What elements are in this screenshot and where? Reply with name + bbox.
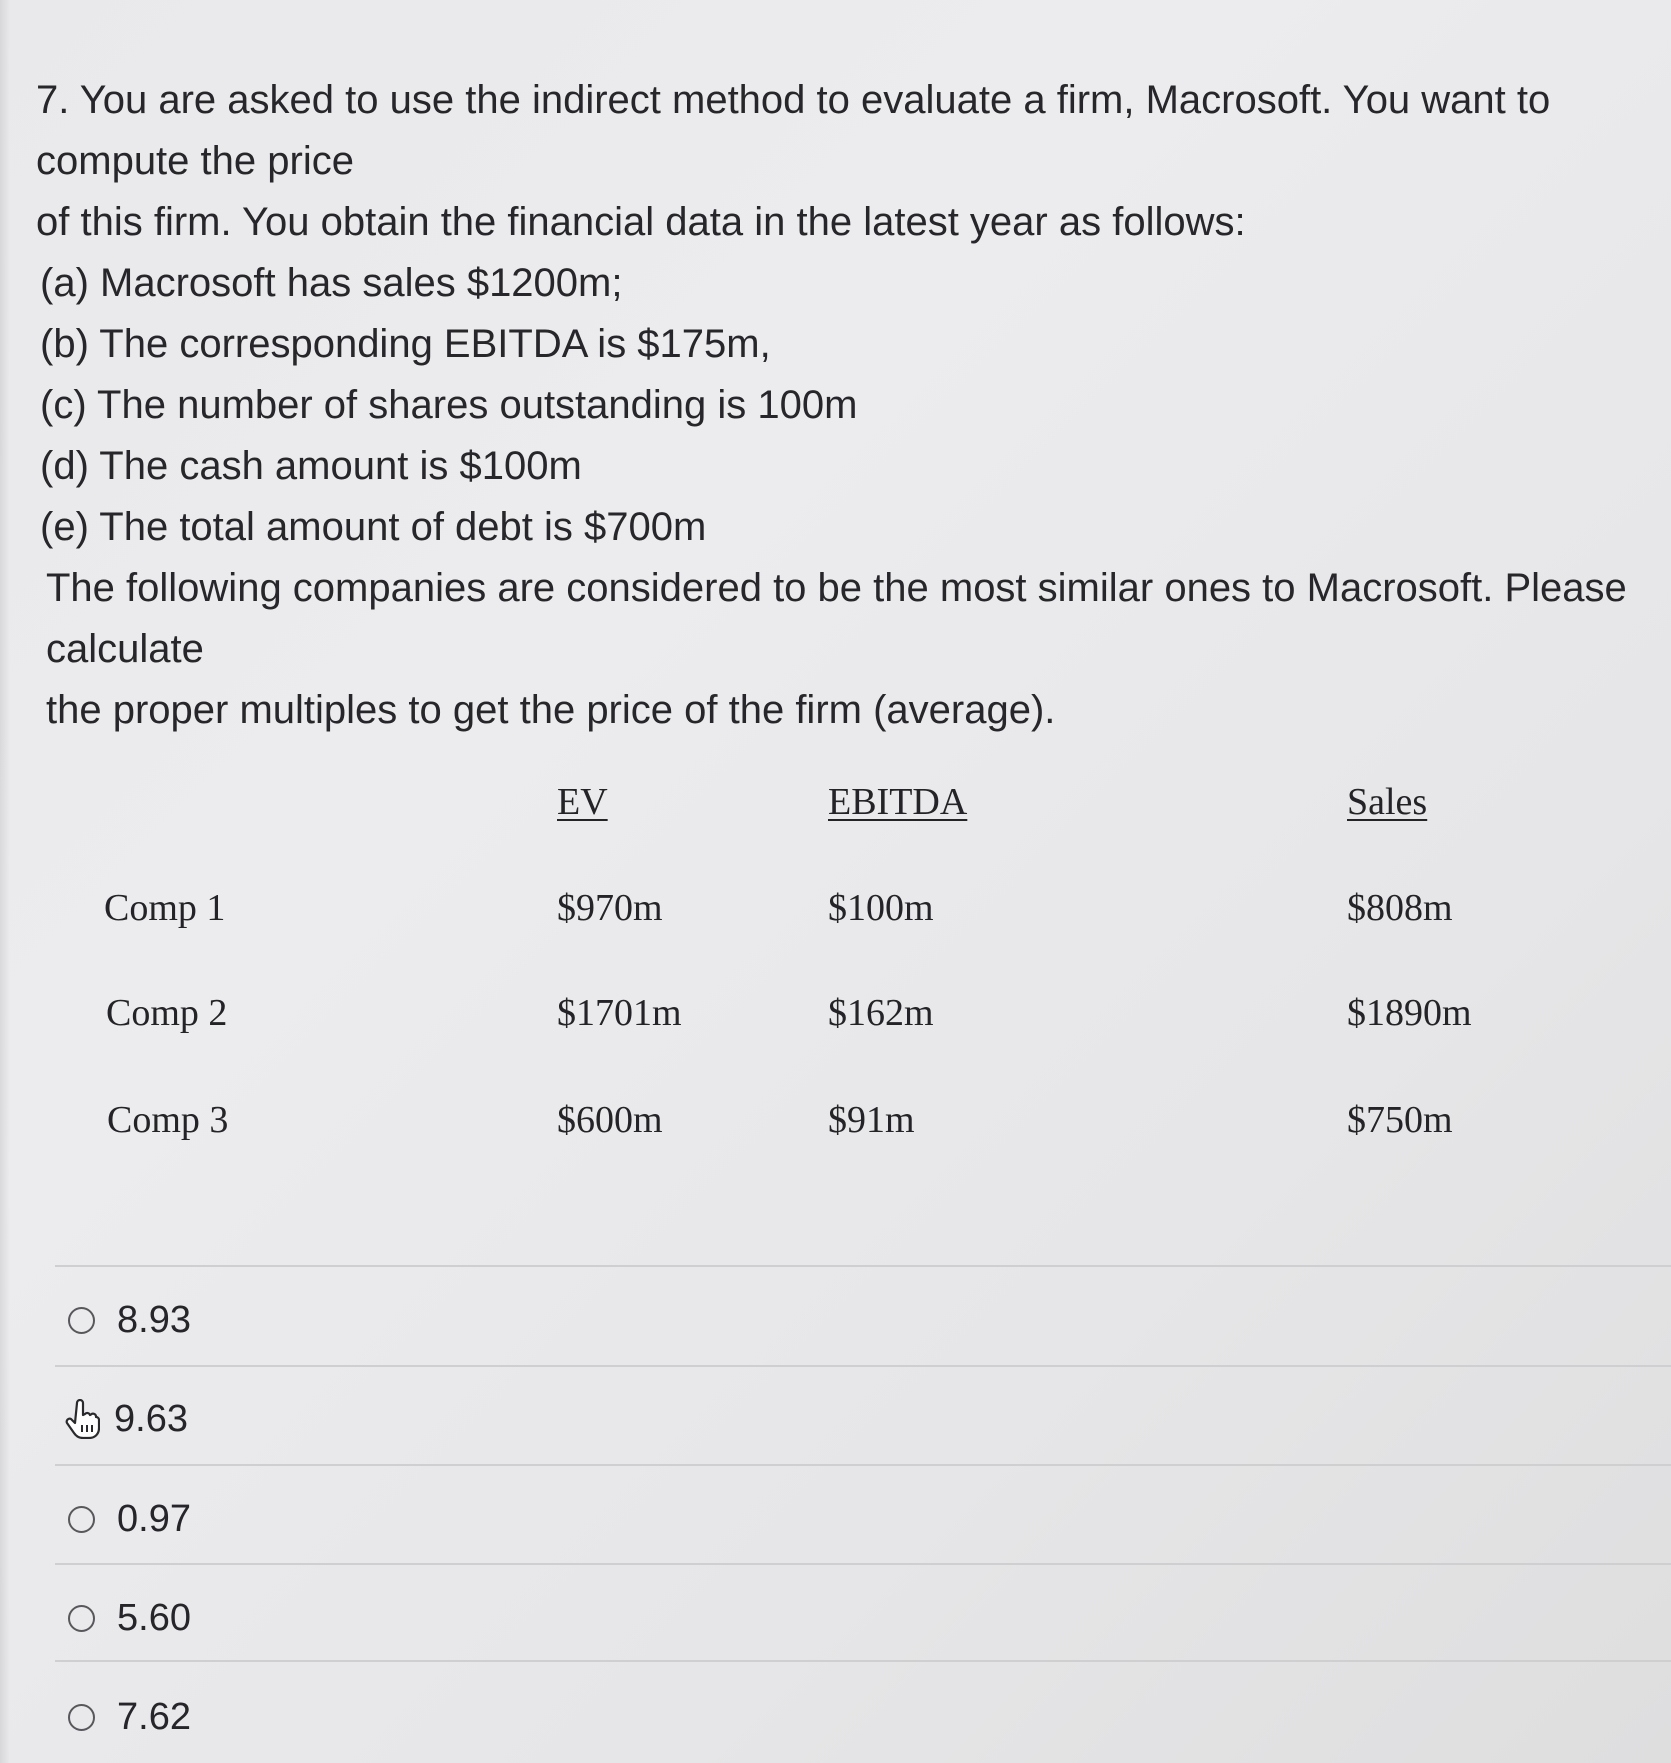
cell-ebitda: $100m	[828, 887, 934, 929]
header-sales: Sales	[1347, 781, 1428, 823]
question-item-b: (b) The corresponding EBITDA is $175m,	[40, 322, 771, 366]
answer-label: 9.63	[114, 1397, 188, 1440]
question-line: The following companies are considered to be the most similar ones to Macrosoft. Please	[46, 566, 1627, 610]
cell-sales: $1890m	[1347, 992, 1472, 1034]
question-text	[36, 70, 1636, 741]
cell-sales: $808m	[1347, 887, 1453, 929]
answer-option[interactable]	[68, 1489, 191, 1549]
cell-ebitda: $91m	[828, 1099, 915, 1141]
row-label: Comp 1	[104, 887, 226, 929]
cell-sales: $750m	[1347, 1099, 1453, 1141]
hand-pointer-cursor-icon	[64, 1399, 100, 1439]
question-line: the proper multiples to get the price of the firm (average).	[46, 688, 1056, 732]
question-line: compute the price	[36, 139, 354, 183]
answer-label: 5.60	[117, 1596, 191, 1639]
row-label: Comp 2	[106, 992, 228, 1034]
row-label: Comp 3	[107, 1099, 229, 1141]
divider	[55, 1464, 1671, 1466]
question-line: 7. You are asked to use the indirect method to evaluate a firm, Macrosoft. You want to	[36, 78, 1551, 122]
radio-icon[interactable]	[68, 1605, 95, 1632]
question-line: calculate	[46, 627, 204, 671]
answer-option[interactable]	[68, 1687, 191, 1747]
header-ev: EV	[557, 781, 608, 823]
answer-label: 8.93	[117, 1298, 191, 1341]
answer-option[interactable]	[68, 1290, 191, 1350]
answer-option[interactable]	[68, 1389, 188, 1449]
radio-icon[interactable]	[68, 1506, 95, 1533]
answer-label: 7.62	[117, 1695, 191, 1738]
answer-option[interactable]	[68, 1588, 191, 1648]
question-item-a: (a) Macrosoft has sales $1200m;	[40, 261, 623, 305]
cell-ev: $600m	[557, 1099, 663, 1141]
question-line: of this firm. You obtain the financial data in the latest year as follows:	[36, 200, 1246, 244]
question-item-e: (e) The total amount of debt is $700m	[40, 505, 707, 549]
divider	[55, 1563, 1671, 1565]
divider	[55, 1660, 1671, 1662]
cell-ev: $1701m	[557, 992, 682, 1034]
cell-ebitda: $162m	[828, 992, 934, 1034]
answer-label: 0.97	[117, 1497, 191, 1540]
radio-icon[interactable]	[68, 1307, 95, 1334]
radio-icon[interactable]	[68, 1704, 95, 1731]
question-item-c: (c) The number of shares outstanding is 100m	[40, 383, 858, 427]
divider	[55, 1265, 1671, 1267]
screen-edge-shadow	[0, 0, 10, 1763]
header-ebitda: EBITDA	[828, 781, 968, 823]
cell-ev: $970m	[557, 887, 663, 929]
question-item-d: (d) The cash amount is $100m	[40, 444, 582, 488]
divider	[55, 1365, 1671, 1367]
